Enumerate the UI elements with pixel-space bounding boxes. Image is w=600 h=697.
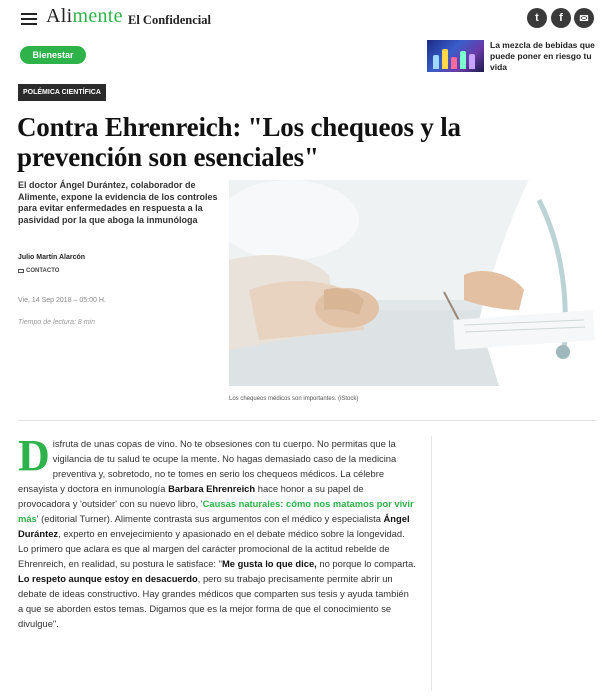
- person-name: Barbara Ehrenreich: [168, 483, 256, 494]
- read-time: Tiempo de lectura: 8 min: [18, 319, 95, 326]
- category-pill[interactable]: Bienestar: [20, 46, 86, 64]
- author-name[interactable]: Julio Martín Alarcón: [18, 254, 86, 261]
- article-headline: Contra Ehrenreich: "Los chequeos y la prevención son esenciales": [17, 112, 461, 172]
- partner-logo[interactable]: El Confidencial: [128, 13, 211, 27]
- image-caption: Los chequeos médicos son importantes. (iStock): [229, 396, 359, 402]
- facebook-icon[interactable]: f: [551, 8, 571, 28]
- related-article-thumbnail[interactable]: [427, 40, 484, 72]
- twitter-icon[interactable]: t: [527, 8, 547, 28]
- drop-cap: D: [18, 431, 50, 480]
- contact-label: CONTACTO: [26, 268, 60, 274]
- doctor-patient-illustration: [229, 180, 597, 386]
- sidebar-divider: [431, 436, 432, 691]
- top-bar: [0, 0, 600, 38]
- person-name: Ángel Durántez: [18, 513, 410, 539]
- quote-emphasis: Lo respeto aunque estoy en desacuerdo: [18, 573, 198, 584]
- contact-link[interactable]: [18, 268, 59, 274]
- related-article-title[interactable]: La mezcla de bebidas que puede poner en riesgo tu vida: [490, 40, 595, 72]
- book-link[interactable]: Causas naturales: cómo nos matamos por vivir más: [18, 498, 414, 524]
- site-logo[interactable]: Alimente: [46, 5, 123, 27]
- article-lead: El doctor Ángel Durántez, colaborador de Alimente, expone la evidencia de los controles para evitar enfermedades en respuesta a la pasividad por la que aboga la inmunóloga: [18, 180, 218, 225]
- article-body: Disfruta de unas copas de vino. No te obsesiones con tu cuerpo. No permitas que la vigilancia de tu salud te ocupe la mente. No hagas demasiado caso de la medicina preventiva y, sobretodo, no te tomes en serio los chequeos médicos. La célebre ensayista y doctora en inmunología Barbara Ehrenreich hace honor a su papel de provocadora y 'outsider' con su nuevo libro, 'Causas naturales: cómo nos matamos por vivir más' (editorial Turner). Alimente contrasta sus argumentos con el médico y especialista Ángel Durántez, experto en envejecimiento y apasionado en el debate médico sobre la longevidad. Lo primero que aclara es que al margen del carácter promocional de la actitud rebelde de Ehrenreich, en realidad, su postura le satisface: "Me gusta lo que dice, no porque lo comparta. Lo respeto aunque estoy en desacuerdo, pero su trabajo precisamente permite abrir un debate de ideas constructivo. Hay grandes médicos que comparten sus tesis y ayuda también a que se aborden estos temas. Digamos que es la mejor forma de que el conocimiento se divulgue".: [18, 431, 416, 629]
- section-tag[interactable]: POLÉMICA CIENTÍFICA: [18, 84, 106, 101]
- section-divider: [18, 420, 597, 421]
- envelope-icon: [18, 269, 24, 273]
- hero-image: [229, 180, 597, 386]
- email-icon[interactable]: ✉: [574, 8, 594, 28]
- quote-emphasis: Me gusta lo que dice,: [221, 558, 317, 569]
- publish-date: Vie, 14 Sep 2018 – 05:00 H.: [18, 297, 106, 304]
- menu-icon[interactable]: [21, 13, 37, 25]
